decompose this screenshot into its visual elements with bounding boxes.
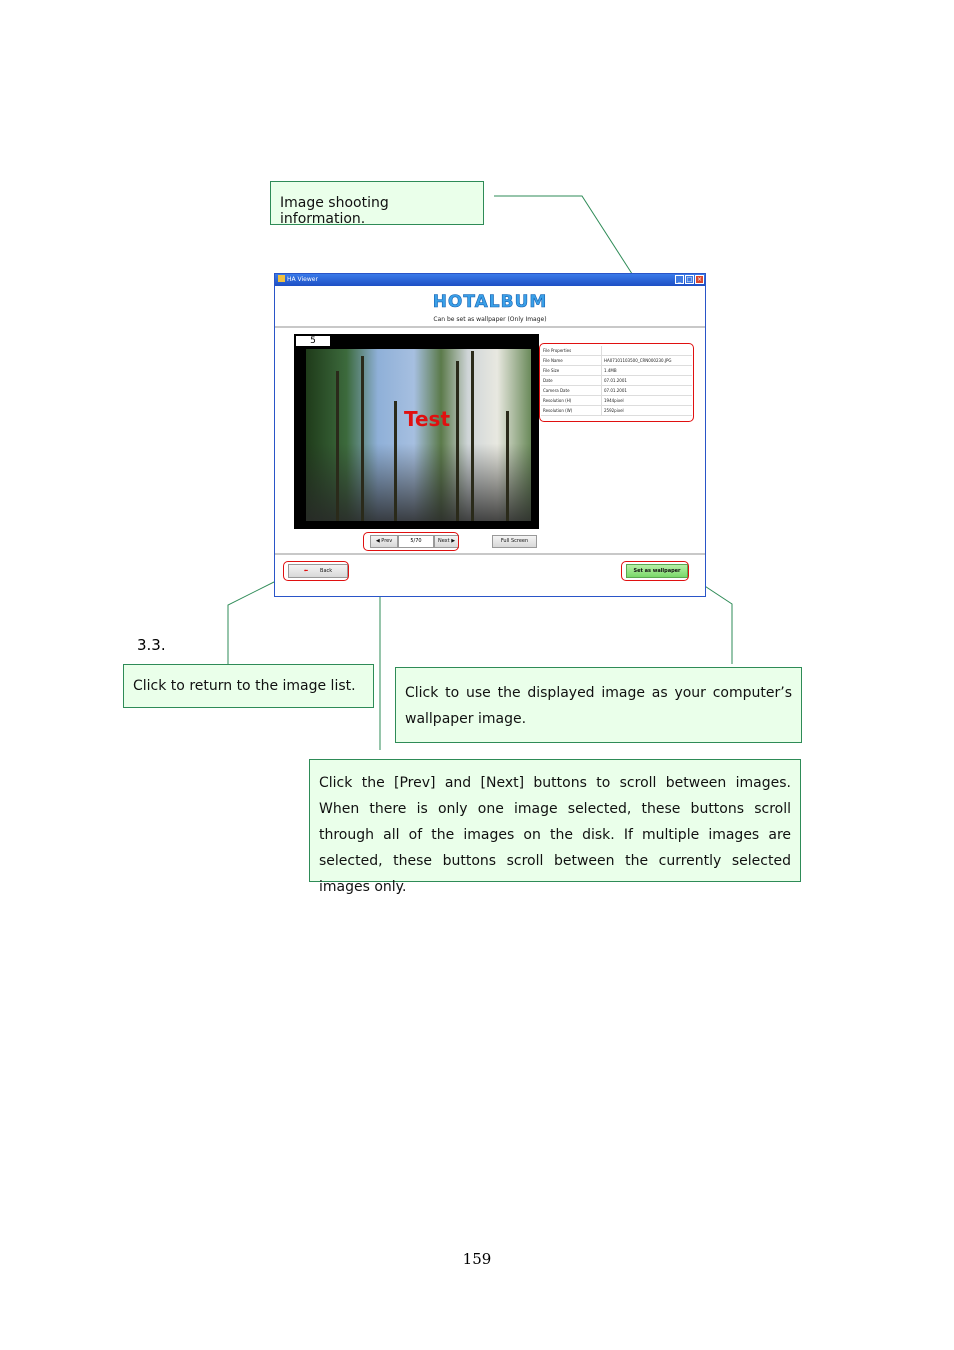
ha-viewer-window — [274, 273, 706, 597]
callout-prev-next-text: Click the [Prev] and [Next] buttons to scroll between images. When there is only one image selected, these buttons scroll through all of the images on the disk. If multiple images are selected, these buttons scroll between the currently selected images only. — [319, 775, 791, 895]
file-property-key: Date — [541, 376, 602, 386]
section-number: 3.3. — [137, 636, 166, 654]
wallpaper-highlight — [621, 561, 689, 581]
file-property-key: File Name — [541, 356, 602, 366]
prev-button[interactable]: ◀ Prev — [370, 535, 398, 548]
callout-image-shooting-info — [270, 181, 484, 225]
close-icon[interactable]: × — [696, 276, 703, 283]
callout-info-text: Image shooting information. — [280, 195, 389, 227]
file-property-value: 07.01.2001 — [602, 386, 693, 396]
app-icon — [278, 275, 285, 282]
set-as-wallpaper-button[interactable]: Set as wallpaper — [626, 564, 688, 578]
file-property-key: Camera Date — [541, 386, 602, 396]
file-property-key: File Properties — [541, 346, 602, 356]
callout-back — [123, 664, 374, 708]
photo-overlay-text: Test — [404, 407, 451, 431]
back-button-label: Back — [320, 568, 333, 574]
callout-wallpaper-text: Click to use the displayed image as your computer’s wallpaper image. — [405, 685, 792, 727]
file-property-value: 07.01.2001 — [602, 376, 693, 386]
back-arrow-icon: ⬅ — [303, 568, 309, 574]
file-property-value: HA07101103500_CRN000230.JPG — [602, 356, 693, 366]
image-position-counter: 5/70 — [398, 535, 434, 548]
file-property-key: Resolution (H) — [541, 396, 602, 406]
file-property-value: 1.4MB — [602, 366, 693, 376]
window-subtitle: Can be set as wallpaper (Only Image) — [433, 316, 547, 323]
header-divider — [275, 326, 705, 328]
next-button[interactable]: Next ▶ — [434, 535, 459, 548]
window-title: HA Viewer — [287, 276, 318, 283]
file-property-value: 2592pixel — [602, 406, 693, 416]
callout-prev-next — [309, 759, 801, 895]
photo-counter: 5 — [296, 336, 330, 346]
displayed-photo — [306, 349, 531, 521]
file-property-key: Resolution (W) — [541, 406, 602, 416]
file-property-value: 1944pixel — [602, 396, 693, 406]
info-highlight — [539, 343, 694, 422]
window-titlebar — [275, 274, 705, 286]
photo-viewer — [294, 334, 539, 529]
hotalbum-logo: HOTALBUM — [432, 292, 548, 312]
maximize-icon[interactable]: □ — [686, 276, 693, 283]
callout-back-text: Click to return to the image list. — [133, 678, 356, 694]
page-number: 159 — [462, 1250, 492, 1268]
prev-next-highlight — [363, 532, 459, 551]
back-highlight — [283, 561, 349, 581]
file-property-key: File Size — [541, 366, 602, 376]
callout-wallpaper — [395, 667, 802, 743]
minimize-icon[interactable]: _ — [675, 275, 684, 284]
footer-divider — [275, 553, 705, 555]
full-screen-button[interactable]: Full Screen — [492, 535, 537, 548]
